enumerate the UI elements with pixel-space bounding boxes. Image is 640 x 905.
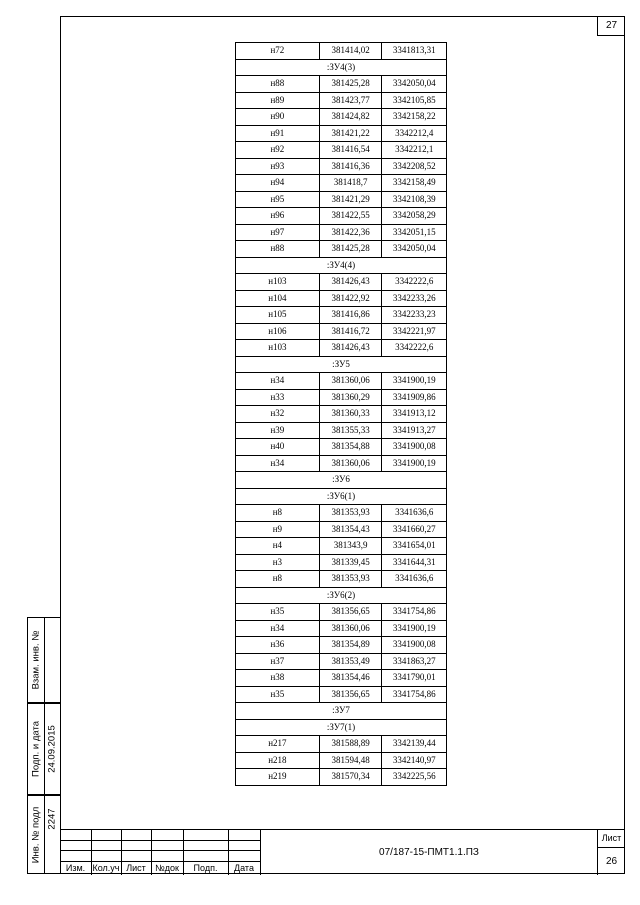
point-name: н94	[236, 175, 320, 192]
point-name: н97	[236, 224, 320, 241]
coordinates-table	[235, 42, 447, 786]
point-name: н3	[236, 554, 320, 571]
point-name: н106	[236, 323, 320, 340]
x-coordinate: 381353,93	[319, 571, 382, 588]
point-row	[236, 736, 447, 753]
point-row	[236, 43, 447, 60]
point-row	[236, 554, 447, 571]
header-list: Лист	[126, 863, 146, 873]
x-coordinate: 381360,29	[319, 389, 382, 406]
header-izm: Изм.	[65, 863, 86, 873]
point-name: н9	[236, 521, 320, 538]
x-coordinate: 381570,34	[319, 769, 382, 786]
point-name: н92	[236, 142, 320, 159]
y-coordinate: 3342140,97	[382, 752, 447, 769]
point-name: н217	[236, 736, 320, 753]
point-row	[236, 92, 447, 109]
point-row	[236, 686, 447, 703]
x-coordinate: 381421,22	[319, 125, 382, 142]
side-stamp-vzam	[27, 617, 60, 703]
y-coordinate: 3341900,19	[382, 373, 447, 390]
y-coordinate: 3341644,31	[382, 554, 447, 571]
section-row	[236, 59, 447, 76]
point-name: н103	[236, 340, 320, 357]
point-row	[236, 109, 447, 126]
x-coordinate: 381353,49	[319, 653, 382, 670]
section-row	[236, 356, 447, 373]
point-name: н93	[236, 158, 320, 175]
point-row	[236, 274, 447, 291]
x-coordinate: 381360,06	[319, 455, 382, 472]
y-coordinate: 3342222,6	[382, 274, 447, 291]
section-row	[236, 472, 447, 489]
point-row	[236, 752, 447, 769]
x-coordinate: 381353,93	[319, 505, 382, 522]
y-coordinate: 3342108,39	[382, 191, 447, 208]
y-coordinate: 3341913,12	[382, 406, 447, 423]
x-coordinate: 381422,92	[319, 290, 382, 307]
section-label: :ЗУ6(2)	[236, 587, 447, 604]
point-name: н104	[236, 290, 320, 307]
point-name: н40	[236, 439, 320, 456]
point-name: н91	[236, 125, 320, 142]
point-row	[236, 670, 447, 687]
x-coordinate: 381588,89	[319, 736, 382, 753]
point-row	[236, 208, 447, 225]
x-coordinate: 381354,46	[319, 670, 382, 687]
x-coordinate: 381418,7	[319, 175, 382, 192]
point-name: н103	[236, 274, 320, 291]
y-coordinate: 3342058,29	[382, 208, 447, 225]
x-coordinate: 381354,43	[319, 521, 382, 538]
y-coordinate: 3342105,85	[382, 92, 447, 109]
x-coordinate: 381414,02	[319, 43, 382, 60]
point-name: н34	[236, 373, 320, 390]
x-coordinate: 381416,86	[319, 307, 382, 324]
side-stamp-inv	[27, 795, 60, 874]
y-coordinate: 3342212,4	[382, 125, 447, 142]
x-coordinate: 381423,77	[319, 92, 382, 109]
y-coordinate: 3341754,86	[382, 686, 447, 703]
point-name: н88	[236, 76, 320, 93]
x-coordinate: 381594,48	[319, 752, 382, 769]
section-row	[236, 719, 447, 736]
x-coordinate: 381356,65	[319, 604, 382, 621]
x-coordinate: 381360,06	[319, 620, 382, 637]
point-row	[236, 538, 447, 555]
point-name: н90	[236, 109, 320, 126]
point-row	[236, 158, 447, 175]
section-label: :ЗУ4(3)	[236, 59, 447, 76]
point-row	[236, 769, 447, 786]
x-coordinate: 381360,06	[319, 373, 382, 390]
point-row	[236, 340, 447, 357]
y-coordinate: 3342050,04	[382, 241, 447, 258]
point-name: н89	[236, 92, 320, 109]
x-coordinate: 381354,88	[319, 439, 382, 456]
point-row	[236, 175, 447, 192]
point-name: н72	[236, 43, 320, 60]
y-coordinate: 3342212,1	[382, 142, 447, 159]
header-podp: Подп.	[193, 863, 218, 873]
x-coordinate: 381416,54	[319, 142, 382, 159]
section-label: :ЗУ7(1)	[236, 719, 447, 736]
header-data: Дата	[234, 863, 254, 873]
section-row	[236, 587, 447, 604]
revision-grid	[60, 830, 260, 875]
point-row	[236, 76, 447, 93]
y-coordinate: 3342233,26	[382, 290, 447, 307]
x-coordinate: 381422,55	[319, 208, 382, 225]
point-row	[236, 307, 447, 324]
point-row	[236, 373, 447, 390]
page-number: 27	[597, 16, 625, 36]
y-coordinate: 3341900,19	[382, 620, 447, 637]
inv-value: 2247	[46, 808, 58, 830]
x-coordinate: 381426,43	[319, 340, 382, 357]
section-row	[236, 703, 447, 720]
side-stamp-podp	[27, 703, 60, 795]
point-row	[236, 653, 447, 670]
x-coordinate: 381426,43	[319, 274, 382, 291]
x-coordinate: 381355,33	[319, 422, 382, 439]
point-row	[236, 604, 447, 621]
y-coordinate: 3342222,6	[382, 340, 447, 357]
point-name: н36	[236, 637, 320, 654]
point-row	[236, 505, 447, 522]
section-label: :ЗУ5	[236, 356, 447, 373]
section-row	[236, 257, 447, 274]
y-coordinate: 3341813,31	[382, 43, 447, 60]
y-coordinate: 3342050,04	[382, 76, 447, 93]
point-row	[236, 389, 447, 406]
y-coordinate: 3341909,86	[382, 389, 447, 406]
x-coordinate: 381360,33	[319, 406, 382, 423]
y-coordinate: 3341754,86	[382, 604, 447, 621]
point-row	[236, 406, 447, 423]
point-name: н34	[236, 455, 320, 472]
point-row	[236, 323, 447, 340]
point-row	[236, 620, 447, 637]
point-name: н218	[236, 752, 320, 769]
x-coordinate: 381356,65	[319, 686, 382, 703]
point-name: н105	[236, 307, 320, 324]
section-label: :ЗУ4(4)	[236, 257, 447, 274]
y-coordinate: 3342139,44	[382, 736, 447, 753]
point-row	[236, 290, 447, 307]
x-coordinate: 381424,82	[319, 109, 382, 126]
y-coordinate: 3341900,08	[382, 637, 447, 654]
point-row	[236, 142, 447, 159]
x-coordinate: 381425,28	[319, 76, 382, 93]
y-coordinate: 3342225,56	[382, 769, 447, 786]
point-name: н8	[236, 505, 320, 522]
x-coordinate: 381425,28	[319, 241, 382, 258]
point-row	[236, 637, 447, 654]
y-coordinate: 3341900,19	[382, 455, 447, 472]
point-name: н32	[236, 406, 320, 423]
y-coordinate: 3342221,97	[382, 323, 447, 340]
y-coordinate: 3342233,23	[382, 307, 447, 324]
x-coordinate: 381422,36	[319, 224, 382, 241]
y-coordinate: 3341654,01	[382, 538, 447, 555]
x-coordinate: 381354,89	[319, 637, 382, 654]
point-row	[236, 521, 447, 538]
point-row	[236, 422, 447, 439]
document-code: 07/187-15-ПМТ1.1.ПЗ	[260, 830, 597, 875]
x-coordinate: 381343,9	[319, 538, 382, 555]
point-name: н95	[236, 191, 320, 208]
point-row	[236, 191, 447, 208]
x-coordinate: 381339,45	[319, 554, 382, 571]
x-coordinate: 381416,72	[319, 323, 382, 340]
y-coordinate: 3342051,15	[382, 224, 447, 241]
point-name: н34	[236, 620, 320, 637]
point-name: н88	[236, 241, 320, 258]
point-name: н39	[236, 422, 320, 439]
sheet-box	[597, 830, 625, 875]
point-name: н33	[236, 389, 320, 406]
y-coordinate: 3341636,6	[382, 571, 447, 588]
sheet-number: 26	[605, 856, 618, 867]
header-koluch: Кол.уч	[92, 863, 120, 873]
point-row	[236, 571, 447, 588]
inv-label: Инв. № подл	[30, 806, 42, 863]
x-coordinate: 381421,29	[319, 191, 382, 208]
point-name: н35	[236, 686, 320, 703]
title-block	[60, 829, 625, 874]
vzam-label: Взам. инв. №	[30, 630, 42, 690]
x-coordinate: 381416,36	[319, 158, 382, 175]
point-row	[236, 224, 447, 241]
section-label: :ЗУ7	[236, 703, 447, 720]
sheet-label: Лист	[598, 830, 625, 848]
y-coordinate: 3341790,01	[382, 670, 447, 687]
y-coordinate: 3341660,27	[382, 521, 447, 538]
section-label: :ЗУ6	[236, 472, 447, 489]
point-name: н38	[236, 670, 320, 687]
point-row	[236, 125, 447, 142]
point-name: н35	[236, 604, 320, 621]
point-row	[236, 455, 447, 472]
point-name: н8	[236, 571, 320, 588]
podp-label: Подп. и дата	[30, 721, 42, 777]
y-coordinate: 3342208,52	[382, 158, 447, 175]
point-name: н37	[236, 653, 320, 670]
point-row	[236, 241, 447, 258]
y-coordinate: 3341900,08	[382, 439, 447, 456]
y-coordinate: 3341636,6	[382, 505, 447, 522]
y-coordinate: 3342158,49	[382, 175, 447, 192]
y-coordinate: 3341913,27	[382, 422, 447, 439]
point-row	[236, 439, 447, 456]
header-ndok: №док	[155, 863, 179, 873]
section-row	[236, 488, 447, 505]
section-label: :ЗУ6(1)	[236, 488, 447, 505]
point-name: н4	[236, 538, 320, 555]
point-name: н219	[236, 769, 320, 786]
point-name: н96	[236, 208, 320, 225]
podp-value: 24.09.2015	[46, 725, 58, 773]
y-coordinate: 3341863,27	[382, 653, 447, 670]
y-coordinate: 3342158,22	[382, 109, 447, 126]
